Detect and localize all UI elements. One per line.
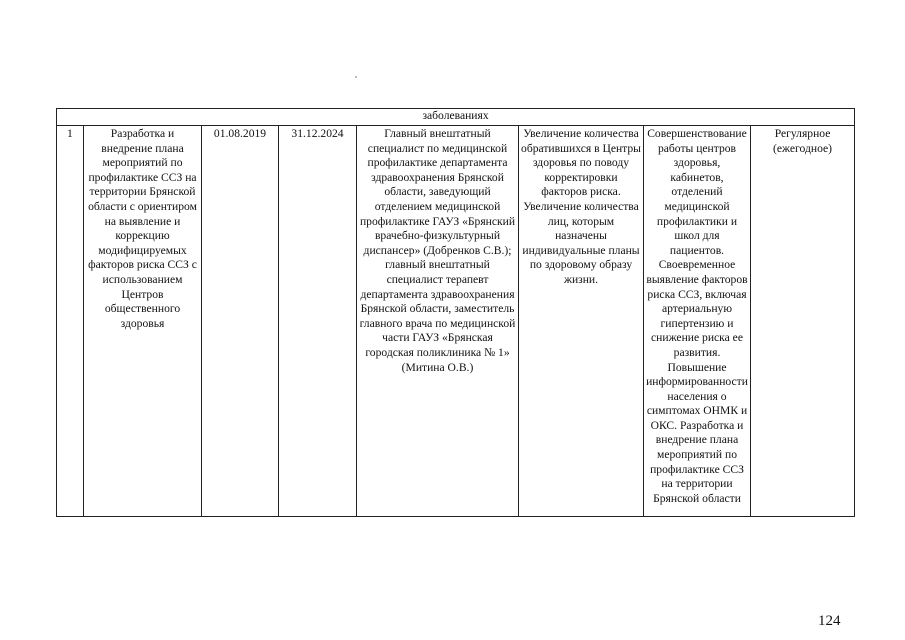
table-row [57, 126, 855, 517]
table-row [57, 109, 855, 126]
expected-result-cell [519, 126, 644, 517]
continuation-header-cell: заболеваниях [57, 109, 855, 126]
end-date-cell: 31.12.2024 [279, 126, 357, 517]
page-number: 124 [818, 613, 841, 629]
scan-speck [355, 76, 357, 78]
start-date-cell: 01.08.2019 [202, 126, 279, 517]
expected-result-1: Увеличение количества обратившихся в Центры здоровья по поводу корректировки факторов риска. [521, 127, 641, 199]
characteristic-cell: Совершенствование работы центров здоровья, кабинетов, отделений медицинской профилактики и школ для пациентов. Своевременное выявление факторов риска ССЗ, включая артериальную гипертензию и снижение риска ее развития. Повышение информированности населения о симптомах ОНМК и ОКС. Разработка и внедрение плана мероприятий по профилактике ССЗ на территории Брянской области [644, 126, 751, 517]
expected-result-2: Увеличение количества лиц, которым назначены индивидуальные планы по здоровому образу жизни. [522, 199, 640, 286]
responsible-cell: Главный внештатный специалист по медицинской профилактике департамента здравоохранения Брянской области, заведующий отделением медицинской профилактике ГАУЗ «Брянский врачебно-физкультурный диспансер» (Добренков С.В.); главный внештатный специалист терапевт департамента здравоохранения Брянской области, заместитель главного врача по медицинской части ГАУЗ «Брянская городская поликлиника № 1» (Митина О.В.) [357, 126, 519, 517]
row-number-cell: 1 [57, 126, 84, 517]
periodicity-cell: Регулярное (ежегодное) [751, 126, 855, 517]
measure-title-cell: Разработка и внедрение плана мероприятий по профилактике ССЗ на территории Брянской области с ориентиром на выявление и коррекцию модифицируемых факторов риска ССЗ с использованием Центров общественного здоровья [84, 126, 202, 517]
measures-table [56, 108, 855, 517]
